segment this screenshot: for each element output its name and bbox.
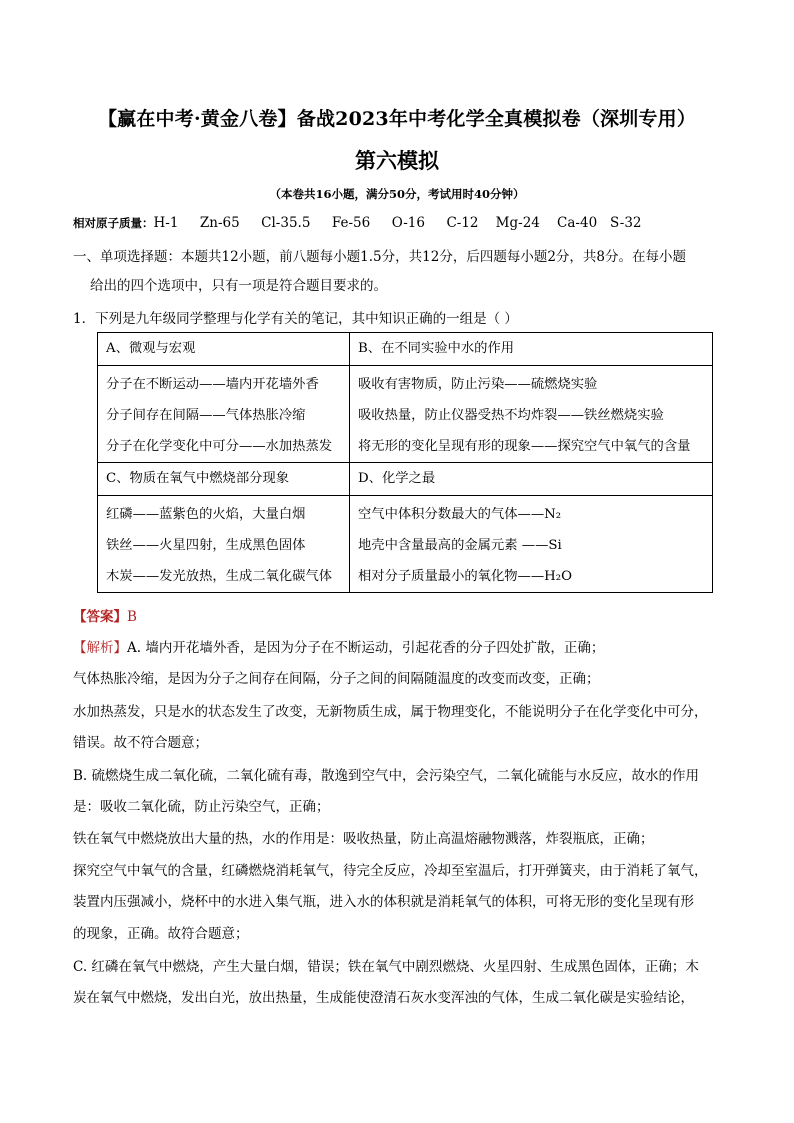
option-b-content [350,366,713,463]
analysis-line: 是：吸收二氧化硫，防止污染空气，正确； [73,799,330,815]
analysis-line: 铁在氧气中燃烧放出大量的热，水的作用是：吸收热量，防止高温熔融物溅落，炸裂瓶底，正确； [73,831,654,847]
option-a-content [98,366,350,463]
analysis-line: 水加热蒸发，只是水的状态发生了改变，无新物质生成，属于物理变化，不能说明分子在化学变化中可分， [73,704,708,720]
analysis-line: 错误。故不符合题意； [73,735,208,751]
option-d-line: 空气中体积分数最大的气体——N₂ [358,507,562,522]
option-b-line: 将无形的变化呈现有形的现象——探究空气中氧气的含量 [358,439,691,454]
analysis-line: C. 红磷在氧气中燃烧，产生大量白烟，错误；铁在氧气中剧烈燃烧、火星四射、生成黑色固体，正确；木 [73,959,699,975]
exam-subtitle: 第六模拟 [355,148,439,173]
analysis-line: 炭在氧气中燃烧，发出白光，放出热量，生成能使澄清石灰水变浑浊的气体，生成二氧化碳是实验结论， [73,990,694,1006]
analysis-line [73,636,604,656]
option-d-line: 地壳中含量最高的金属元素 ——Si [358,538,562,553]
option-b-line: 吸收热量，防止仪器受热不均炸裂——铁丝燃烧实验 [358,408,664,423]
option-b-heading: B、在不同实验中水的作用 [350,333,713,366]
analysis-line: 探究空气中氧气的含量，红磷燃烧消耗氧气，待完全反应，冷却至室温后，打开弹簧夹，由于消耗了氧气， [73,863,708,879]
question-1-table [97,332,713,593]
analysis-label: 【解析】 [73,640,127,656]
analysis-line: 气体热胀冷缩，是因为分子之间存在间隔，分子之间的间隔随温度的改变而改变，正确； [73,671,600,687]
option-d-content [350,496,713,593]
option-c-line: 红磷——蓝紫色的火焰，大量白烟 [106,507,306,522]
answer-line [73,605,137,625]
option-d-line: 相对分子质量最小的氧化物——H₂O [358,569,572,584]
option-c-heading: C、物质在氧气中燃烧部分现象 [98,463,350,496]
option-a-line: 分子在化学变化中可分——水加热蒸发 [106,439,333,454]
section-heading-line2: 给出的四个选项中，只有一项是符合题目要求的。 [90,278,387,294]
option-b-line: 吸收有害物质，防止污染——硫燃烧实验 [358,377,598,392]
exam-note: （本卷共16小题，满分50分，考试用时40分钟） [269,187,525,201]
answer-value: B [127,609,137,625]
answer-label: 【答案】 [73,609,127,625]
atomic-masses-values: H-1 Zn-65 Cl-35.5 Fe-56 O-16 C-12 Mg-24 Ca-40 S-32 [153,215,642,231]
option-c-line: 铁丝——火星四射，生成黑色固体 [106,538,306,553]
option-c-content [98,496,350,593]
question-1-stem: 1．下列是九年级同学整理与化学有关的笔记，其中知识正确的一组是（ ） [73,311,518,327]
exam-title: 【赢在中考·黄金八卷】备战2023年中考化学全真模拟卷（深圳专用） [97,108,697,130]
option-a-line: 分子间存在间隔——气体热胀冷缩 [106,408,306,423]
analysis-line: 的现象，正确。故符合题意； [73,926,249,942]
option-c-line: 木炭——发光放热，生成二氧化碳气体 [106,569,333,584]
section-heading-line1: 一、单项选择题：本题共12小题，前八题每小题1.5分，共12分，后四题每小题2分，共8分。在每小题 [73,249,687,265]
analysis-line: 装置内压强减小，烧杯中的水进入集气瓶，进入水的体积就是消耗氧气的体积，可将无形的变化呈现有形 [73,894,694,910]
analysis-text: A. 墙内开花墙外香，是因为分子在不断运动，引起花香的分子四处扩散，正确； [127,640,605,656]
atomic-masses-label: 相对原子质量： [73,216,154,230]
option-a-line: 分子在不断运动——墙内开花墙外香 [106,377,319,392]
analysis-line: B. 硫燃烧生成二氧化硫，二氧化硫有毒，散逸到空气中，会污染空气，二氧化硫能与水反应，故水的作用 [73,768,700,784]
option-a-heading: A、微观与宏观 [98,333,350,366]
option-d-heading: D、化学之最 [350,463,713,496]
atomic-masses [73,215,642,231]
